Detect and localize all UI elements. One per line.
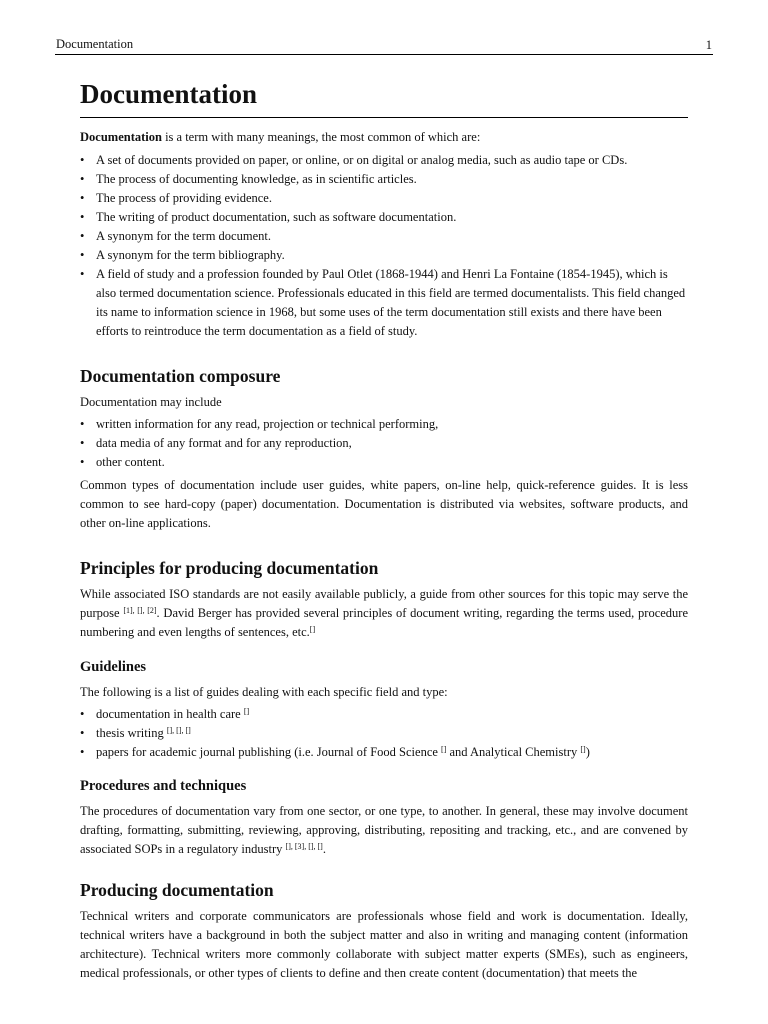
list-item: • A set of documents provided on paper, or online, or on digital or analog media, such as audio tape or CDs. (80, 151, 688, 170)
article-body (80, 78, 688, 983)
producing-paragraph: Technical writers and corporate communicators are professionals whose field and work is documentation. Ideally, technical writers have a background in both the subject matter and also in writing and managing content (information architecture). Technical writers more commonly collaborate with subject matter experts (SMEs), such as engineers, medical professionals, or other types of clients to define and then create content (documentation) that meets the (80, 909, 688, 980)
citation-ref[interactable]: [1], [], [2] (123, 606, 157, 615)
procedures-paragraph: The procedures of documentation vary from one sector, or one type, to another. In general, these may involve document drafting, formatting, submitting, reviewing, approving, distributing, repositing and tracking, etc., and are convened by associated SOPs in a regulatory industry [], [3], [], []. (80, 804, 688, 856)
list-item: • A synonym for the term bibliography. (80, 246, 688, 265)
list-item (80, 724, 688, 743)
citation-ref[interactable]: [] (243, 707, 250, 716)
list-item-text: thesis writing (96, 726, 167, 740)
list-item-text: ) (585, 745, 590, 759)
citation-ref[interactable]: [] (580, 745, 586, 754)
running-header-title: Documentation (56, 37, 134, 51)
section-heading-composure: Documentation composure (80, 366, 281, 386)
page-title: Documentation (80, 78, 688, 118)
citation-ref[interactable]: [] (441, 745, 447, 754)
composure-list (80, 415, 688, 472)
running-header (55, 37, 713, 55)
list-item: • The process of providing evidence. (80, 189, 688, 208)
section-heading-principles: Principles for producing documentation (80, 558, 379, 578)
principles-text: . David Berger has provided several principles of document writing, regarding the terms used, procedure numbering and even lengths of sentences, etc. (80, 606, 689, 639)
intro-term: Documentation (80, 130, 162, 144)
citation-ref[interactable]: [] (309, 625, 316, 634)
page-number: 1 (705, 38, 712, 52)
list-item: • other content. (80, 453, 688, 472)
subsection-heading-procedures: Procedures and techniques (80, 778, 247, 794)
principles-text: While associated ISO standards are not easily available publicly, a guide from other sources for this topic may serve the purpose (80, 587, 688, 620)
list-item: • A synonym for the term document. (80, 227, 688, 246)
list-item-text: documentation in health care (96, 707, 244, 721)
list-item (80, 743, 688, 762)
list-item-text: and Analytical Chemistry (446, 745, 581, 759)
guidelines-list (80, 705, 688, 762)
composure-paragraph: Common types of documentation include user guides, white papers, on-line help, quick-reference guides. It is less common to see hard-copy (paper) documentation. Documentation is distributed via websites, software products, and other on-line applications. (80, 478, 688, 530)
meanings-list (80, 151, 688, 341)
guidelines-lead: The following is a list of guides dealing with each specific field and type: (80, 685, 448, 699)
list-item: • A field of study and a profession founded by Paul Otlet (1868-1944) and Henri La Fontaine (1854-1945), which is also termed documentation science. Professionals educated in this field are termed documentalists. This field changed its name to information science in 1968, but some uses of the term documentation still exists and there have been efforts to reintroduce the term documentation as a field of study. (80, 265, 688, 341)
intro-paragraph (80, 128, 688, 147)
citation-ref[interactable]: [], [3], [], [] (285, 842, 323, 851)
list-item: • The writing of product documentation, such as software documentation. (80, 208, 688, 227)
principles-paragraph (80, 585, 688, 642)
subsection-heading-guidelines: Guidelines (80, 659, 147, 675)
section-heading-producing: Producing documentation (80, 880, 274, 900)
list-item: • written information for any read, projection or technical performing, (80, 415, 688, 434)
list-item-text: papers for academic journal publishing (i.e. Journal of Food Science (96, 745, 442, 759)
composure-lead: Documentation may include (80, 395, 222, 409)
citation-ref[interactable]: [], [], [] (166, 726, 191, 735)
list-item: • data media of any format and for any reproduction, (80, 434, 688, 453)
list-item: • The process of documenting knowledge, as in scientific articles. (80, 170, 688, 189)
list-item (80, 705, 688, 724)
intro-text: is a term with many meanings, the most common of which are: (161, 130, 481, 144)
procedures-text: The procedures of documentation vary from one sector, or one type, to another. In general, these may involve document drafting, formatting, submitting, reviewing, approving, distributing, repositing and tracking, etc., and are convened by associated SOPs in a regulatory industry (80, 804, 688, 856)
